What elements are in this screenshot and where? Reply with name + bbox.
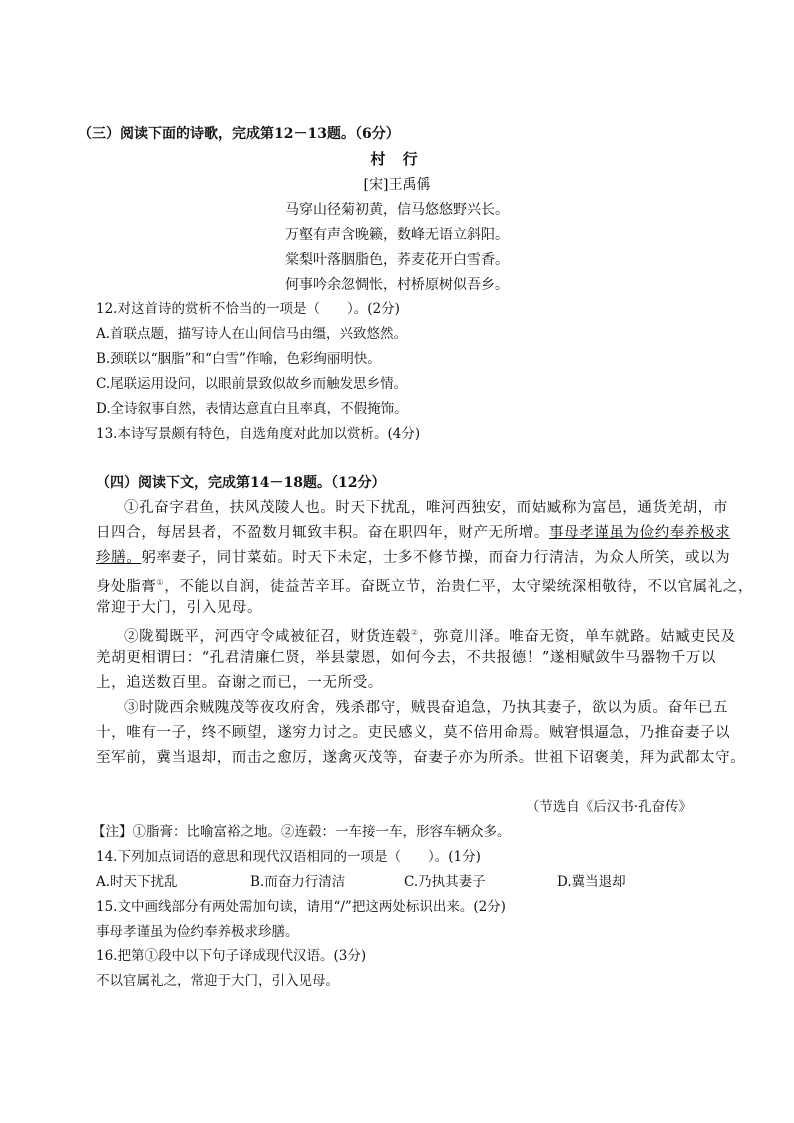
footnote-mark: ② [410,628,419,637]
question-14: 14.下列加点词语的意思和现代汉语相同的一项是（ ）。(1分) [96,849,481,865]
footnote: 【注】①脂膏：比喻富裕之地。②连毂：一车接一车，形容车辆众多。 [92,824,511,840]
underlined-sentence: 珍膳。 [96,550,142,566]
q12-option-c: C.尾联运用设问，以眼前景致似故乡而触发思乡情。 [96,376,408,392]
question-16: 16.把第①段中以下句子译成现代汉语。(3分) [96,948,367,964]
passage-line: ③时陇西余贼隗茂等夜攻府舍，残杀郡守，贼畏奋追急，乃执其妻子，欲以为质。奋年已五 [124,700,728,716]
passage-line [96,573,753,597]
section3-heading: （三）阅读下面的诗歌，完成第12－13题。（6分） [78,126,400,142]
question-15: 15.文中画线部分有两处需加句读，请用“/”把这两处标识出来。(2分) [96,899,506,915]
q12-option-a: A.首联点题，描写诗人在山间信马由缰，兴致悠然。 [96,326,408,342]
poem-line: 万壑有声含晚籁，数峰无语立斜阳。 [285,227,509,243]
passage-line: 十，唯有一子，终不顾望，遂穷力讨之。吏民感义，莫不倍用命焉。贼窘惧逼急，乃推奋妻子以 [96,725,731,741]
passage-text: 日四合，每居县者，不盈数月辄致丰积。奋在职四年，财产无所增。 [96,525,549,541]
section4-heading: （四）阅读下文，完成第14－18题。（12分） [96,475,386,491]
underlined-sentence: 事母孝谨虽为俭约奉养极求 [549,525,731,541]
poem-line: 棠梨叶落胭脂色，荞麦花开白雪香。 [285,252,509,268]
passage-text: ，不能以自润，徒益苦辛耳。奋既立节，治贵仁平，太守梁统深相敬待，不以官属礼之， [164,578,754,595]
passage-text: ，弥竟川泽。唯奋无资，单车就路。姑臧吏民及 [418,628,736,645]
q14-option-d: D.冀当退却 [557,874,626,890]
source-citation: （节选自《后汉书·孔奋传》 [525,799,692,815]
q12-option-b: B.颈联以“胭脂”和“白雪”作喻，色彩绚丽明快。 [96,351,381,367]
passage-line [96,548,730,568]
q14-option-a: A.时天下扰乱 [96,874,178,890]
q16-text: 不以官属礼之，常迎于大门，引入见母。 [96,973,339,989]
question-13: 13.本诗写景颇有特色，自选角度对此加以赏析。(4分) [96,426,421,442]
passage-line: 羌胡更相谓曰：“孔君清廉仁贤，举县蒙恩，如何今去，不共报德！”遂相赋敛牛马器物千万以 [96,650,717,666]
passage-line: 常迎于大门，引入见母。 [96,600,263,616]
poem-line: 何事吟余忽惆怅，村桥原树似吾乡。 [285,277,509,293]
q12-option-d: D.全诗叙事自然，表情达意直白且率真，不假掩饰。 [96,401,408,417]
passage-line [124,623,736,647]
q14-option-c: C.乃执其妻子 [404,874,486,890]
passage-line: 上，追送数百里。奋谢之而已，一无所受。 [96,675,383,691]
poem-line: 马穿山径菊初黄，信马悠悠野兴长。 [285,202,509,218]
passage-line [96,523,730,543]
passage-text: ②陇蜀既平，河西守令咸被征召，财货连毂 [124,628,411,645]
q15-text: 事母孝谨虽为俭约奉养极求珍膳。 [96,924,299,940]
passage-line: 至军前，冀当退却，而击之愈厉，遂禽灭茂等，奋妻子亦为所杀。世祖下诏褒美，拜为武都太守。 [96,750,746,766]
question-12: 12.对这首诗的赏析不恰当的一项是（ ）。(2分) [96,301,400,317]
passage-text: 躬率妻子，同甘菜茹。时天下未定，士多不修节操，而奋力行清洁，为众人所笑，或以为 [141,550,731,566]
footnote-mark: ① [156,578,165,587]
poem-title: 村 行 [370,150,424,168]
q14-option-b: B.而奋力行清洁 [250,874,346,890]
passage-text: 身处脂膏 [96,578,157,595]
poem-author: [宋]王禹偁 [363,177,431,193]
passage-line: ①孔奋字君鱼，扶风茂陵人也。时天下扰乱，唯河西独安，而姑臧称为富邑，通货羌胡，市 [124,500,728,516]
